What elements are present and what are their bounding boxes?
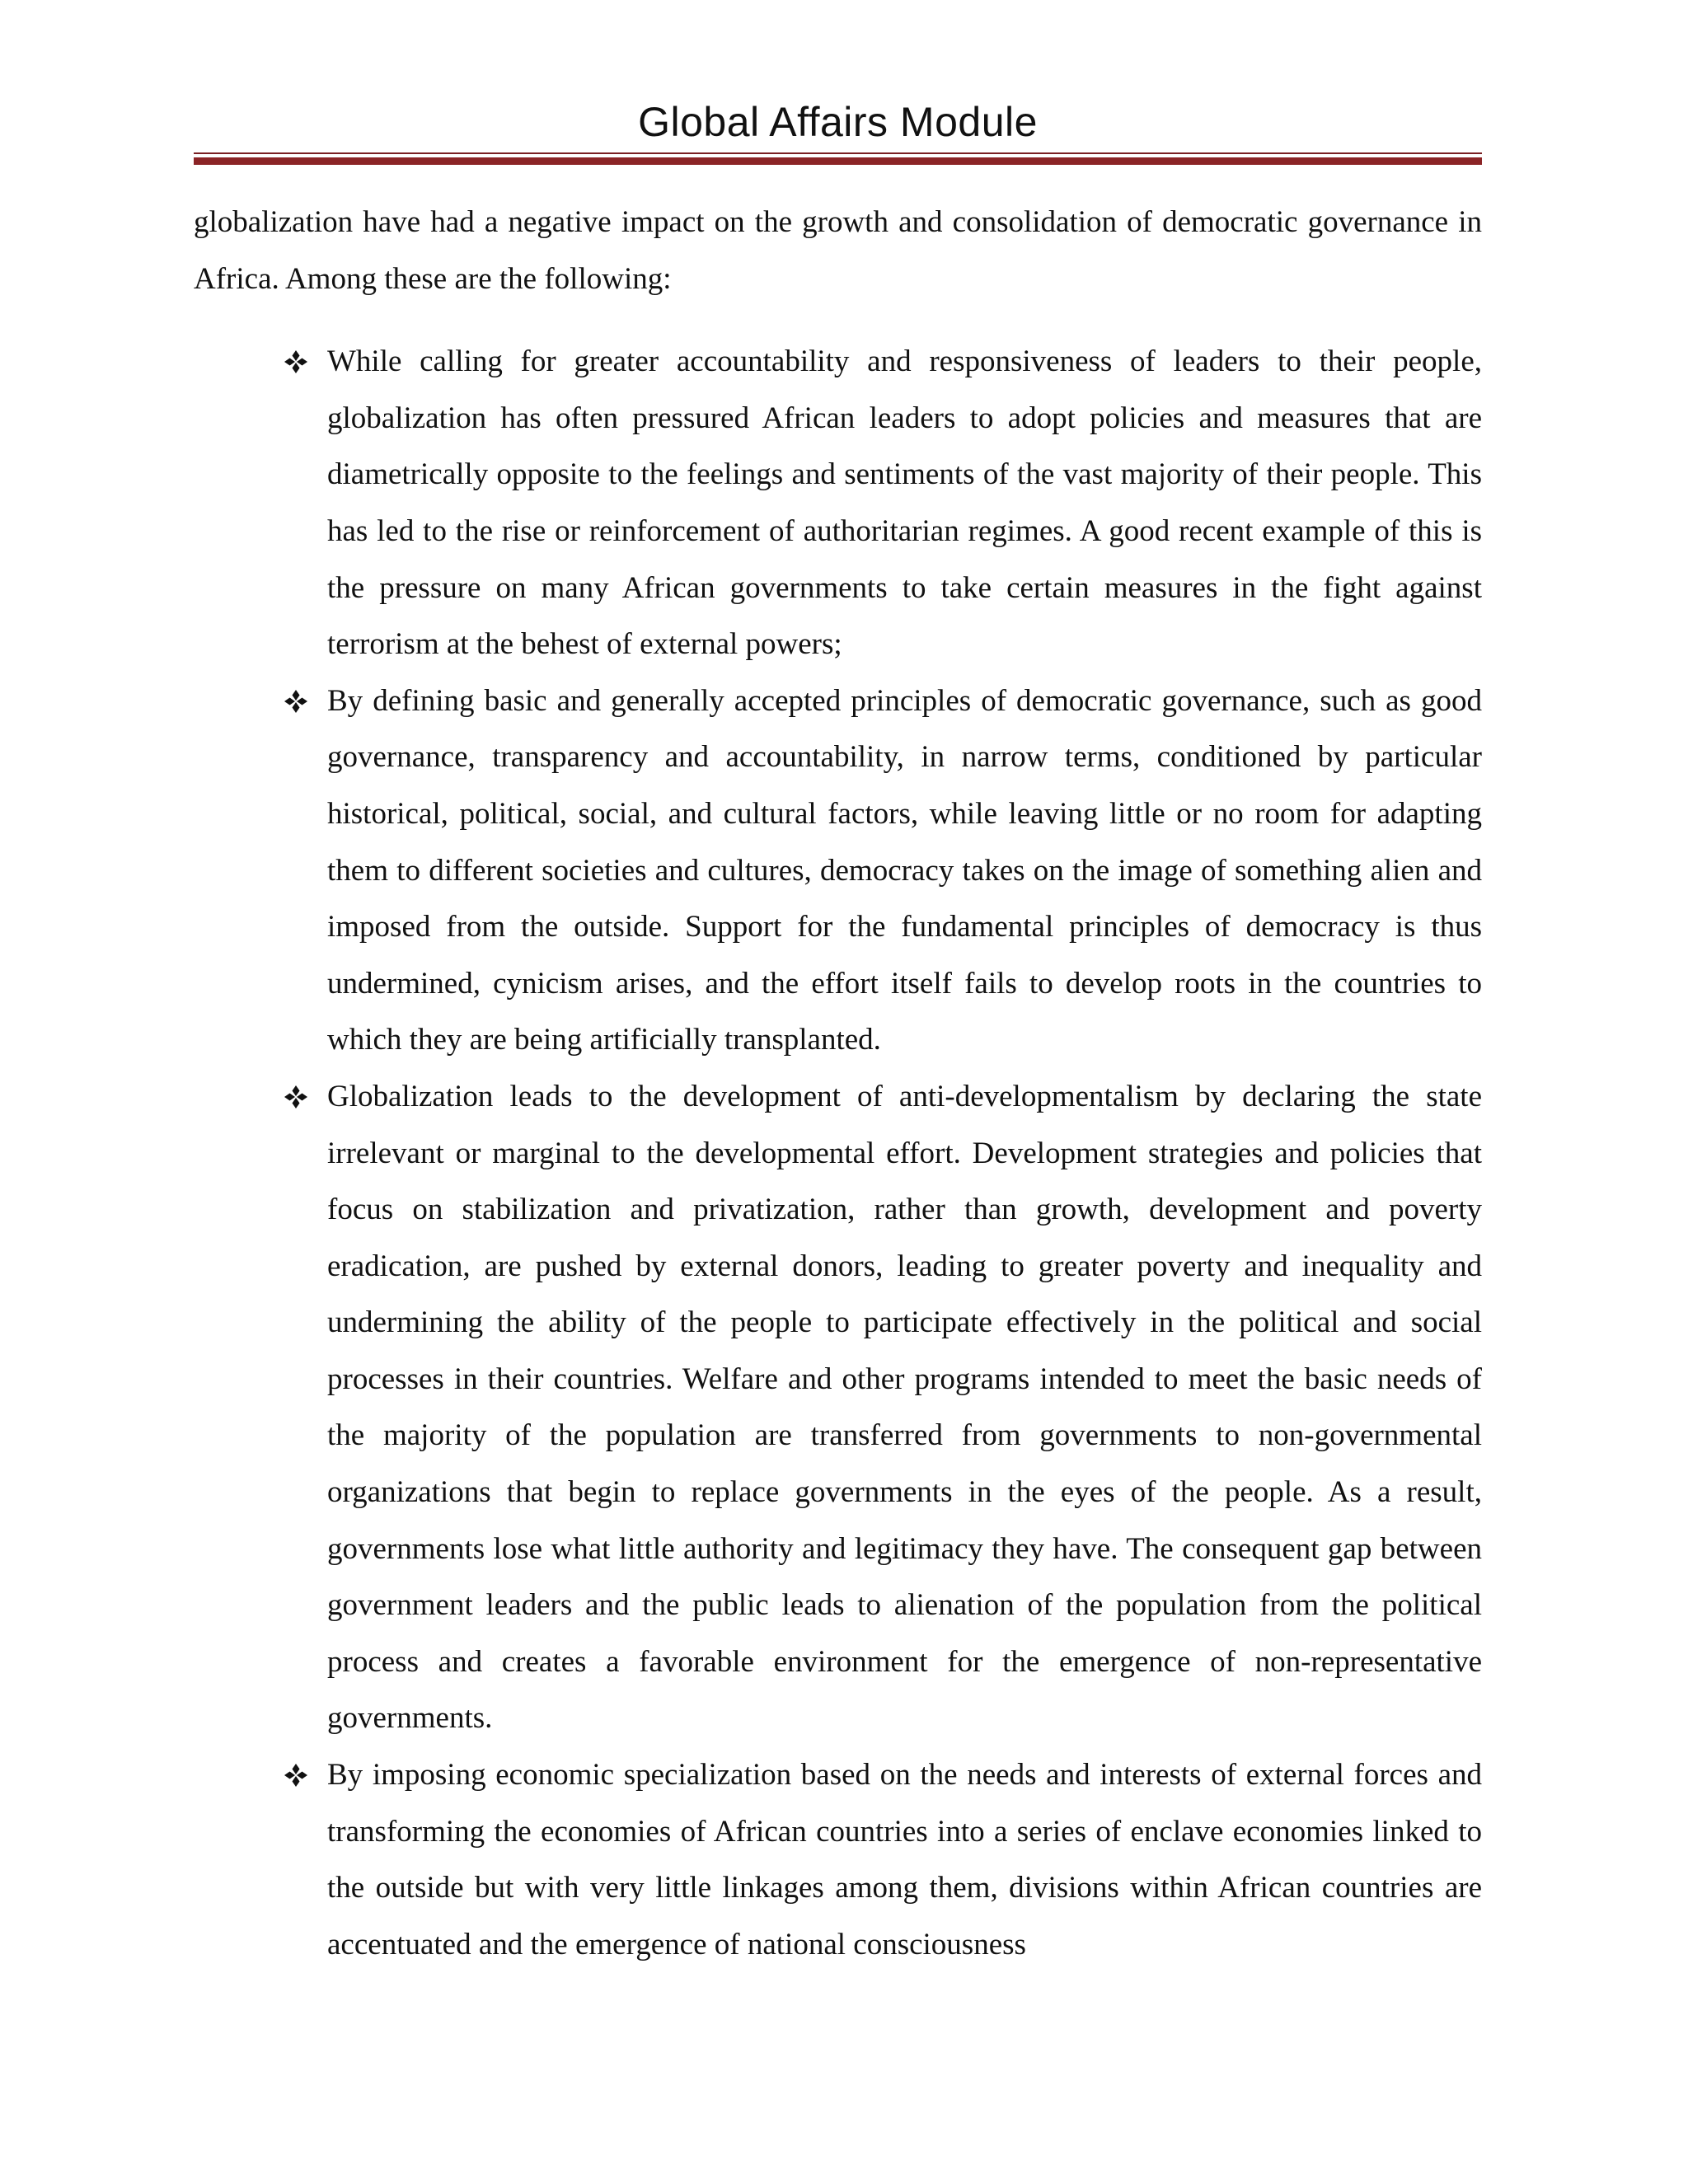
bullet-list: [194, 334, 1482, 1973]
diamond-bullet-icon: [279, 1747, 312, 1803]
header-rule-thick: [194, 157, 1482, 165]
diamond-bullet-icon: [279, 1069, 312, 1125]
diamond-bullet-icon: [279, 673, 312, 729]
bullet-item: [194, 1069, 1482, 1747]
bullet-item: [194, 673, 1482, 1069]
bullet-item: [194, 1747, 1482, 1973]
bullet-text: By imposing economic specialization based on the needs and interests of external forces and transforming the economies of African countries into a series of enclave economies linked to the outside but with very little linkages among them, divisions within African countries are accentuated and the emergence of national consciousness: [327, 1758, 1482, 1961]
diamond-bullet-icon: [279, 334, 312, 390]
bullet-text: While calling for greater accountability and responsiveness of leaders to their people, globalization has often pressured African leaders to adopt policies and measures that are diametrically opposite to the feelings and sentiments of the vast majority of their people. This has led to the rise or reinforcement of authoritarian regimes. A good recent example of this is the pressure on many African governments to take certain measures in the fight against terrorism at the behest of external powers;: [327, 344, 1482, 662]
body-text: [194, 194, 1482, 1973]
page-header: [194, 97, 1482, 147]
bullet-item: [194, 334, 1482, 673]
header-title: Global Affairs Module: [638, 99, 1038, 145]
intro-paragraph: globalization have had a negative impact on the growth and consolidation of democratic governance in Africa. Among these are the following:: [194, 205, 1482, 296]
bullet-text: Globalization leads to the development of anti-developmentalism by declaring the state irrelevant or marginal to the developmental effort. Development strategies and policies that focus on stabilization and privatization, rather than growth, development and poverty eradication, are pushed by external donors, leading to greater poverty and inequality and undermining the ability of the people to participate effectively in the political and social processes in their countries. Welfare and other programs intended to meet the basic needs of the majority of the population are transferred from governments to non-governmental organizations that begin to replace governments in the eyes of the people. As a result, governments lose what little authority and legitimacy they have. The consequent gap between government leaders and the public leads to alienation of the population from the political process and creates a favorable environment for the emergence of non-representative governments.: [327, 1079, 1482, 1736]
header-rule-thin: [194, 152, 1482, 154]
bullet-text: By defining basic and generally accepted principles of democratic governance, such as good governance, transparency and accountability, in narrow terms, conditioned by particular historical, political, social, and cultural factors, while leaving little or no room for adapting them to different societies and cultures, democracy takes on the image of something alien and imposed from the outside. Support for the fundamental principles of democracy is thus undermined, cynicism arises, and the effort itself fails to develop roots in the countries to which they are being artificially transplanted.: [327, 683, 1482, 1057]
